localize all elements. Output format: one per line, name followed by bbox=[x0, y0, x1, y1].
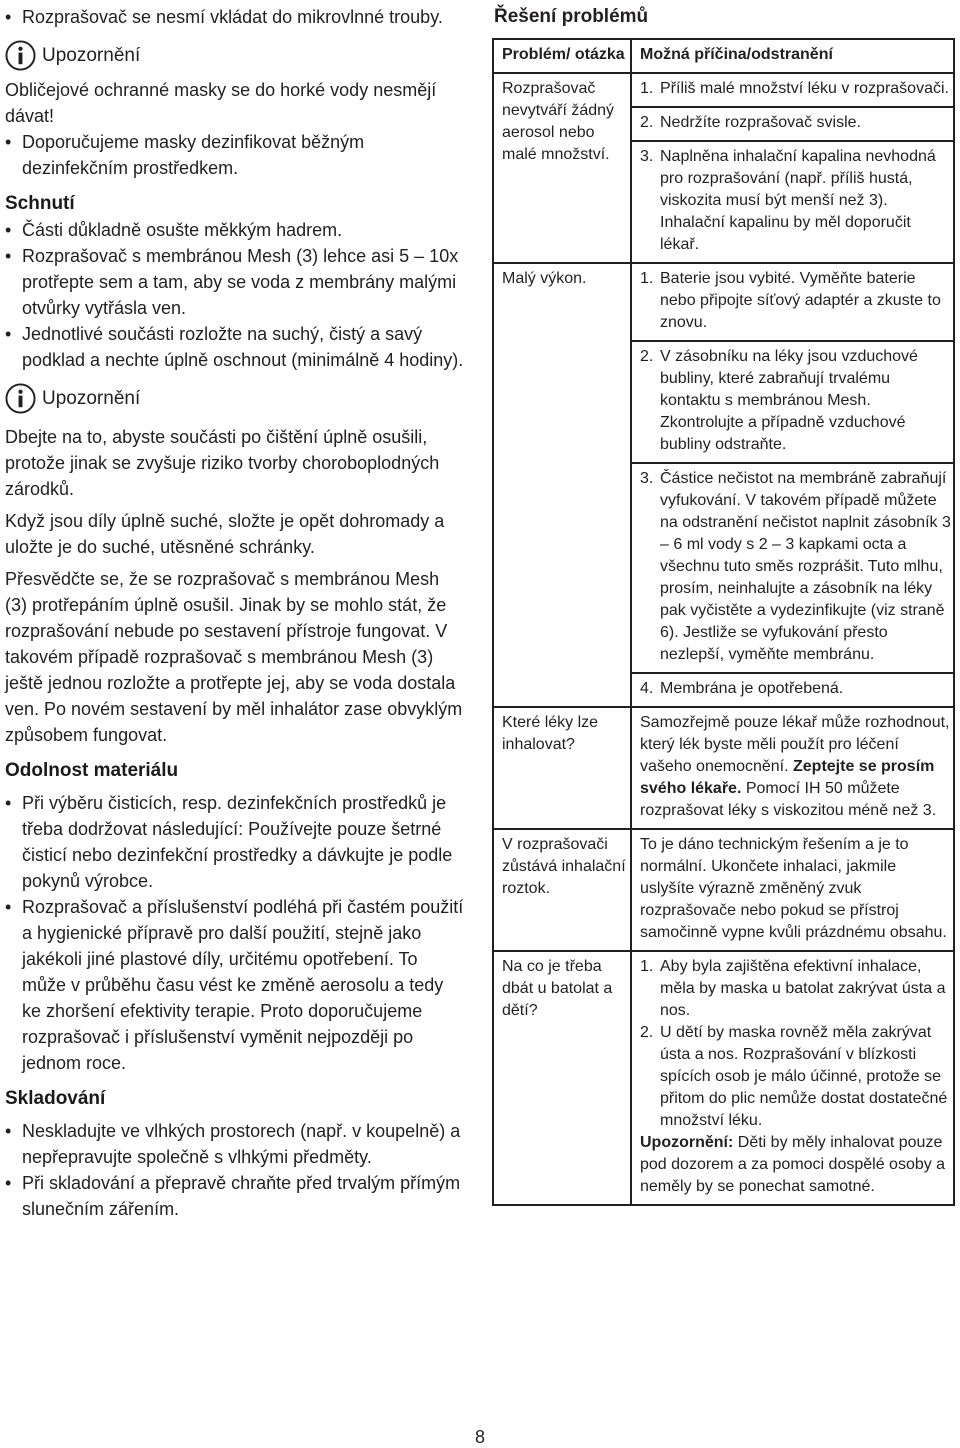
list-item: • Při výběru čisticích, resp. dezinfekčních prostředků je třeba dodržovat následující: Používejte pouze šetrné čisticí nebo dezinfekční prostředky a dávkujte je podle pokynů výrobce. bbox=[5, 790, 465, 894]
cause-cell bbox=[631, 951, 954, 1205]
drying-list bbox=[5, 217, 465, 373]
notice-title: Upozornění bbox=[42, 387, 141, 409]
troubleshooting-table bbox=[492, 38, 955, 1206]
list-item: • Neskladujte ve vlhkých prostorech (např. v koupelně) a nepřepravujte společně s vlhkými předměty. bbox=[5, 1118, 465, 1170]
notice-paragraph: Dbejte na to, abyste součásti po čištění úplně osušili, protože jinak se zvyšuje riziko tvorby choroboplodných zárodků. bbox=[5, 427, 440, 499]
disinfect-list bbox=[5, 129, 465, 181]
cause-item: 1. Příliš malé množství léku v rozprašovači. bbox=[632, 74, 953, 108]
notice-heading bbox=[5, 383, 465, 414]
notice-paragraph: Když jsou díly úplně suché, složte je opět dohromady a uložte je do suché, utěsněné schránky. bbox=[5, 511, 445, 557]
troubleshooting-heading: Řešení problémů bbox=[494, 6, 649, 27]
left-column bbox=[5, 4, 465, 1222]
list-item: • Rozprašovač s membránou Mesh (3) lehce asi 5 – 10x protřepte sem a tam, aby se voda z membrány malými otvůrky vytřásla ven. bbox=[5, 243, 465, 321]
table-row bbox=[493, 73, 954, 263]
notice-paragraph: Přesvědčte se, že se rozprašovač s membránou Mesh (3) protřepáním úplně osušil. Jinak by se mohlo stát, že rozprašování nebude po sestavení přístroje fungovat. V takovém případě rozprašovač s membránou Mesh (3) ještě jednou rozložte a protřepte jej, aby se voda dostala ven. Po novém sestavení by měl inhalátor zase obvyklým způsobem fungovat. bbox=[5, 569, 463, 745]
cause-cell bbox=[631, 73, 954, 263]
problem-cell: Které léky lze inhalovat? bbox=[493, 707, 631, 829]
cause-item: 3. Naplněna inhalační kapalina nevhodná pro rozprašování (např. příliš hustá, viskozita musí být menší než 3). Inhalační kapalinu by měl doporučit lékař. bbox=[640, 148, 936, 253]
cause-cell: To je dáno technickým řešením a je to normální. Ukončete inhalaci, jakmile uslyšíte výrazně změněný zvuk rozprašovače nebo pokud se přístroj samočinně vypne kvůli prázdnému obsahu. bbox=[631, 829, 954, 951]
right-column bbox=[492, 4, 955, 1206]
list-item: • Jednotlivé součásti rozložte na suchý, čistý a savý podklad a nechte úplně oschnout (minimálně 4 hodiny). bbox=[5, 321, 465, 373]
notice-text: Obličejové ochranné masky se do horké vody nesmějí dávat! bbox=[5, 80, 437, 126]
problem-cell: Na co je třeba dbát u batolat a dětí? bbox=[493, 951, 631, 1205]
info-icon bbox=[5, 383, 36, 414]
list-item: • Rozprašovač a příslušenství podléhá při častém použití a hygienické přípravě pro další použití, stejně jako jakékoli jiné plastové díly, určitému opotřebení. To může v průběhu času vést ke změně aerosolu a tedy ke zhoršení efektivity terapie. Proto doporučujeme rozprašovač i příslušenství vyměnit nejpozději po jednom roce. bbox=[5, 894, 465, 1076]
table-row bbox=[493, 263, 954, 707]
cause-item: 1. Baterie jsou vybité. Vyměňte baterie nebo připojte síťový adaptér a zkuste to znovu. bbox=[632, 264, 953, 342]
drying-heading: Schnutí bbox=[5, 193, 75, 214]
problem-cell: V rozprašovači zůstává inhalační roztok. bbox=[493, 829, 631, 951]
notice-heading bbox=[5, 40, 465, 71]
cause-item: 3. Částice nečistot na membráně zabraňují vyfukování. V takovém případě můžete na odstranění nečistot naplnit zásobník 3 – 6 ml vody s 2 – 3 kapkami octa a všechnu tuto směs rozprášit. Tuto mlhu, prosím, neinhalujte a zásobník na léky pak vyčistěte a vydezinfikujte (viz straně 6). Jestliže se vyfukování přesto nezlepší, vyměňte membránu. bbox=[632, 464, 953, 674]
list-item: • Při skladování a přepravě chraňte před trvalým přímým slunečním zářením. bbox=[5, 1170, 465, 1222]
problem-cell: Malý výkon. bbox=[493, 263, 631, 707]
table-header-row bbox=[493, 39, 954, 73]
microwave-list bbox=[5, 4, 465, 30]
list-item: • Části důkladně osušte měkkým hadrem. bbox=[5, 217, 465, 243]
problem-cell: Rozprašovač nevytváří žádný aerosol nebo malé množství. bbox=[493, 73, 631, 263]
storage-list bbox=[5, 1118, 465, 1222]
list-item: • Doporučujeme masky dezinfikovat běžným dezinfekčním prostředkem. bbox=[5, 129, 465, 181]
cause-cell: Samozřejmě pouze lékař může rozhodnout, který lék byste měli použít pro léčení vašeho onemocnění. Zeptejte se prosím svého lékaře. Pomocí IH 50 můžete rozprašovat léky s viskozitou méně než 3. bbox=[631, 707, 954, 829]
bold-text: Zeptejte se prosím svého lékaře. bbox=[640, 758, 935, 797]
cause-item: 2. Nedržíte rozprašovač svisle. bbox=[632, 108, 953, 142]
storage-heading: Skladování bbox=[5, 1088, 106, 1109]
resistance-list bbox=[5, 790, 465, 1076]
cause-item: 2. U dětí by maska rovněž měla zakrývat ústa a nos. Rozprašování v blízkosti spících osob je málo účinné, protože se přitom do plic nemůže dostat dostatečné množství léku. bbox=[640, 1024, 948, 1129]
info-icon bbox=[5, 40, 36, 71]
list-item: • Rozprašovač se nesmí vkládat do mikrovlnné trouby. bbox=[5, 4, 465, 30]
cause-item: 4. Membrána je opotřebená. bbox=[640, 680, 844, 697]
header-problem: Problém/ otázka bbox=[493, 39, 631, 73]
table-row bbox=[493, 829, 954, 951]
resistance-heading: Odolnost materiálu bbox=[5, 760, 179, 781]
table-row bbox=[493, 707, 954, 829]
cause-item: 2. V zásobníku na léky jsou vzduchové bubliny, které zabraňují trvalému kontaktu s membránou Mesh. Zkontrolujte a případně vzduchové bubliny odstraňte. bbox=[632, 342, 953, 464]
table-row bbox=[493, 951, 954, 1205]
cause-item: 1. Aby byla zajištěna efektivní inhalace, měla by maska u batolat zakrývat ústa a nos. bbox=[640, 958, 946, 1019]
child-note: Upozornění: Děti by měly inhalovat pouze pod dozorem a za pomoci dospělé osoby a neměly by se ponechat samotné. bbox=[640, 1134, 946, 1195]
notice-title: Upozornění bbox=[42, 44, 141, 66]
cause-cell bbox=[631, 263, 954, 707]
page-number: 8 bbox=[474, 1427, 485, 1447]
header-cause: Možná příčina/odstranění bbox=[631, 39, 954, 73]
